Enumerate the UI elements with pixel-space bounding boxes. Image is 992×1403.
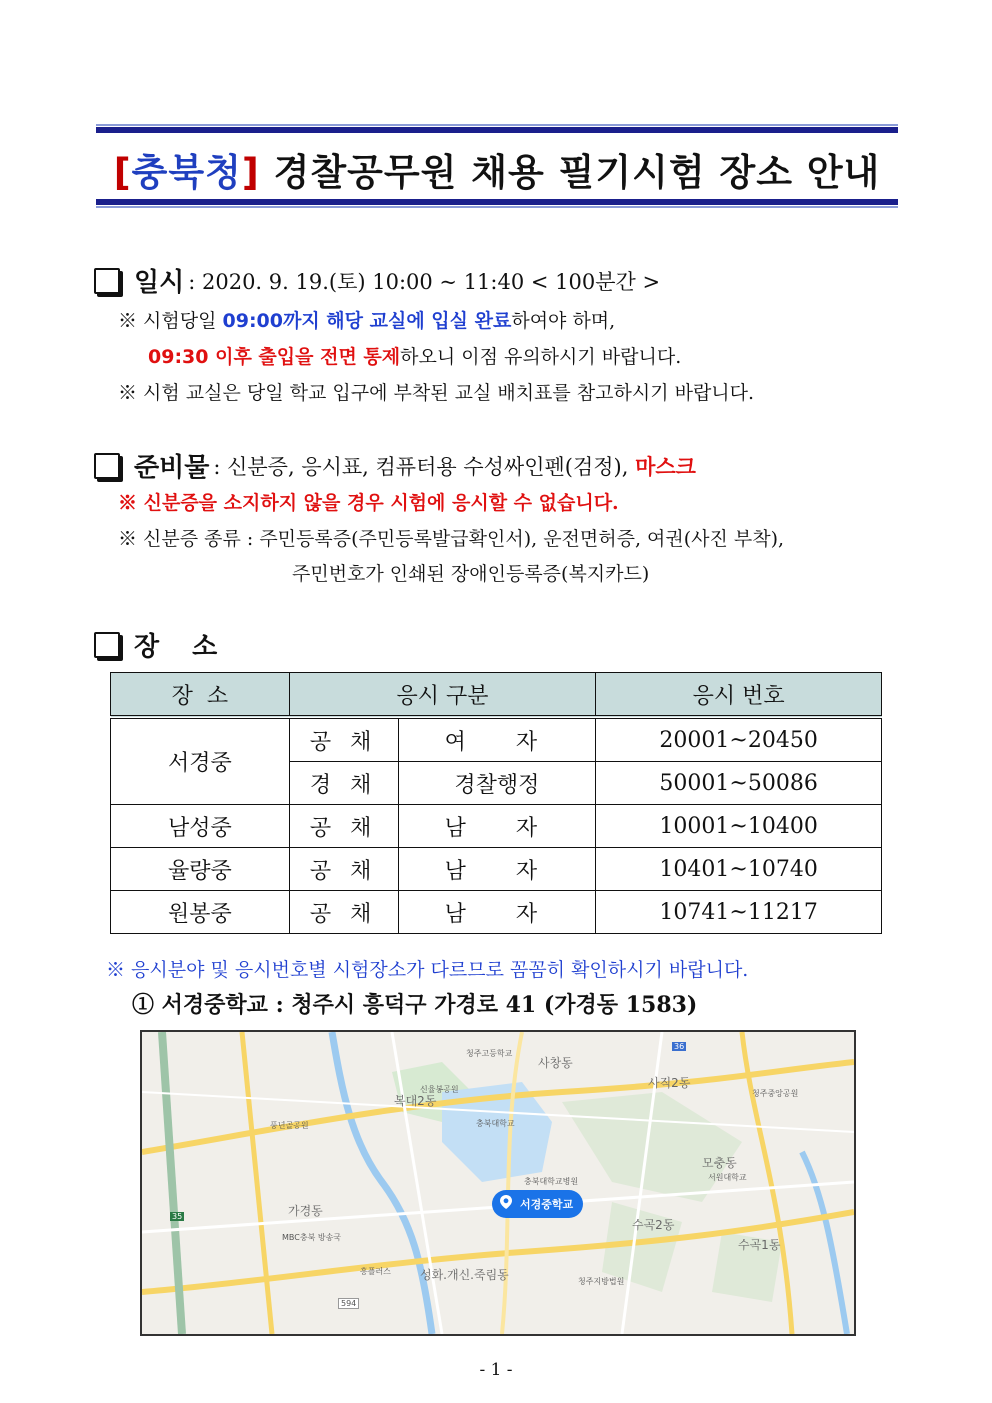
map-roads (142, 1032, 854, 1334)
map-pin-icon (498, 1194, 514, 1210)
page-title: [충북청] 경찰공무원 채용 필기시험 장소 안내 (113, 151, 881, 194)
table-row: 원봉중 공 채 남 자 10741~11217 (111, 891, 882, 934)
header-numbers: 응시 번호 (596, 673, 882, 718)
title-top-rule-thin (96, 124, 898, 126)
supplies-heading: 준비물 (134, 453, 210, 483)
table-row: 경 채 경찰행정 50001~50086 (111, 762, 882, 805)
table-row: 남성중 공 채 남 자 10001~10400 (111, 805, 882, 848)
checkbox-bullet-icon (94, 632, 120, 658)
table-row: 서경중 공 채 여 자 20001~20450 (111, 717, 882, 762)
table-header-row (111, 673, 882, 718)
schedule-note-2: 09:30 이후 출입을 전면 통제하오니 이점 유의하시기 바랍니다. (148, 346, 682, 368)
checkbox-bullet-icon (94, 268, 120, 294)
supplies-text: : 신분증, 응시표, 컴퓨터용 수성싸인펜(검정), 마스크 (213, 454, 696, 479)
schedule-heading: 일시 (134, 268, 185, 298)
map-marker-label[interactable]: 서경중학교 (492, 1190, 583, 1218)
venue-table (110, 672, 882, 934)
schedule-note-1: ※ 시험당일 09:00까지 해당 교실에 입실 완료하여야 하며, (118, 310, 616, 332)
header-type: 응시 구분 (289, 673, 596, 718)
venue-note: ※ 응시분야 및 응시번호별 시험장소가 다르므로 꼼꼼히 확인하시기 바랍니다. (106, 959, 749, 981)
header-place: 장 소 (111, 673, 290, 718)
title-bottom-rule-thick (96, 199, 898, 205)
venue-heading: 장 소 (134, 632, 230, 662)
mask-item: 마스크 (635, 454, 696, 479)
location-map[interactable]: 사창동 사직2동 복대2동 모충동 가경동 수곡2동 수곡1동 성화.개신.죽림동 청주고등학교 충북대학교 서원대학교 충북대학교병원 신율봉공원 풍년골공원 흥플러스 청주중앙공원 청주지방법원 MBC충북 방송국 594 35 36 서경중학교 (140, 1030, 856, 1336)
title-bottom-rule-thin (96, 206, 898, 208)
schedule-section (94, 262, 660, 299)
school-1-address: ① 서경중학교 : 청주시 흥덕구 가경로 41 (가경동 1583) (132, 992, 698, 1018)
table-row: 율량중 공 채 남 자 10401~10740 (111, 848, 882, 891)
schedule-note-3: ※ 시험 교실은 당일 학교 입구에 부착된 교실 배치표를 참고하시기 바랍니다. (118, 382, 755, 404)
id-warning: ※ 신분증을 소지하지 않을 경우 시험에 응시할 수 없습니다. (118, 492, 619, 514)
supplies-section (94, 447, 696, 484)
checkbox-bullet-icon (94, 453, 120, 479)
schedule-text: : 2020. 9. 19.(토) 10:00 ~ 11:40 < 100분간 > (188, 269, 661, 294)
title-agency: 충북청 (131, 151, 242, 194)
id-types-line-1: ※ 신분증 종류 : 주민등록증(주민등록발급확인서), 운전면허증, 여권(사진 부착), (118, 528, 785, 550)
id-types-line-2: 주민번호가 인쇄된 장애인등록증(복지카드) (292, 563, 650, 585)
venue-section (94, 626, 229, 663)
title-top-rule-thick (96, 127, 898, 133)
page-number: - 1 - (479, 1360, 513, 1380)
